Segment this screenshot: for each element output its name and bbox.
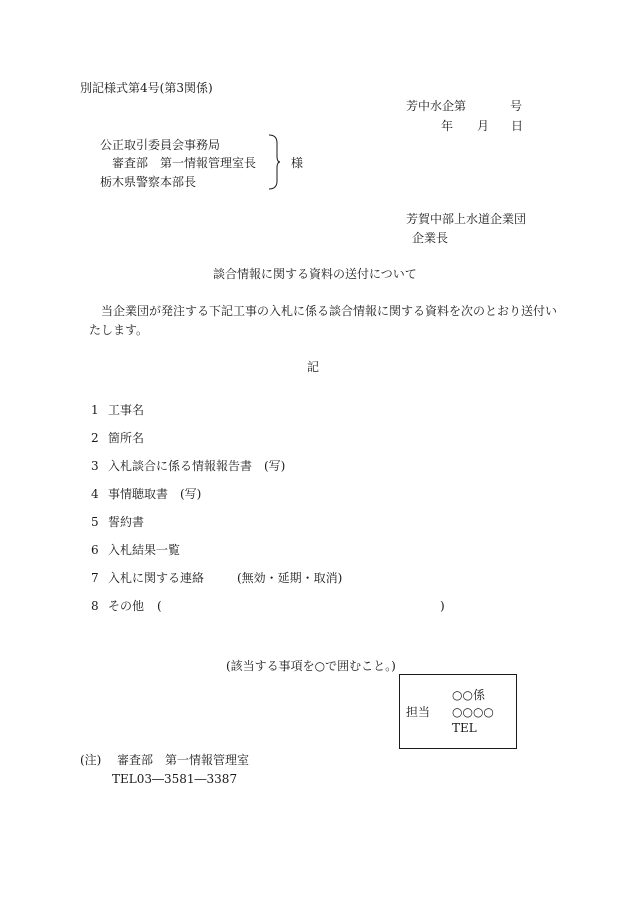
- item-close-paren: ): [440, 599, 445, 613]
- item-number: 7: [91, 571, 99, 585]
- note-tel: TEL03―3581―3387: [112, 772, 238, 786]
- item-number: 8: [91, 599, 99, 613]
- item-text: 誓約書: [108, 515, 145, 529]
- instruction-text: (該当する事項を○で囲むこと。): [226, 659, 396, 673]
- sender-title: 企業長: [412, 231, 449, 245]
- doc-number-suffix: 号: [510, 99, 523, 113]
- item-number: 5: [91, 515, 99, 529]
- item-text: 箇所名: [108, 431, 145, 445]
- recipient-police: 栃木県警察本部長: [100, 175, 197, 189]
- item-text: 入札談合に係る情報報告書 (写): [108, 459, 286, 473]
- item-note: (無効・延期・取消): [237, 571, 343, 585]
- recipient-ftc-office: 審査部 第一情報管理室長: [112, 156, 257, 170]
- recipient-ftc: 公正取引委員会事務局: [100, 138, 221, 152]
- contact-tel: TEL: [452, 721, 477, 735]
- body-line-1: 当企業団が発注する下記工事の入札に係る談合情報に関する資料を次のとおり送付い: [101, 304, 558, 318]
- honorific: 様: [291, 156, 304, 170]
- date-day: 日: [511, 119, 524, 133]
- ki-heading: 記: [307, 360, 320, 374]
- contact-section: ○○係: [452, 688, 485, 702]
- item-text: 工事名: [108, 403, 145, 417]
- date-month: 月: [477, 119, 490, 133]
- item-number: 1: [91, 403, 99, 417]
- item-text: その他: [108, 599, 145, 613]
- item-text: 入札結果一覧: [108, 543, 181, 557]
- sender-organization: 芳賀中部上水道企業団: [406, 212, 527, 226]
- form-label: 別記様式第4号(第3関係): [80, 81, 213, 95]
- recipient-brace: [268, 134, 280, 190]
- subject-title: 談合情報に関する資料の送付について: [213, 267, 417, 281]
- item-number: 3: [91, 459, 99, 473]
- date-year: 年: [441, 119, 454, 133]
- item-number: 4: [91, 487, 99, 501]
- item-number: 2: [91, 431, 99, 445]
- note-label: (注): [80, 753, 102, 767]
- note-dept: 審査部 第一情報管理室: [117, 753, 250, 767]
- item-text: 事情聴取書 (写): [108, 487, 202, 501]
- item-open-paren: (: [157, 599, 162, 613]
- contact-person: ○○○○: [452, 705, 494, 719]
- doc-number-prefix: 芳中水企第: [406, 99, 467, 113]
- item-text: 入札に関する連絡: [108, 571, 205, 585]
- item-number: 6: [91, 543, 99, 557]
- body-line-2: たします。: [89, 323, 149, 337]
- contact-label: 担当: [406, 705, 431, 719]
